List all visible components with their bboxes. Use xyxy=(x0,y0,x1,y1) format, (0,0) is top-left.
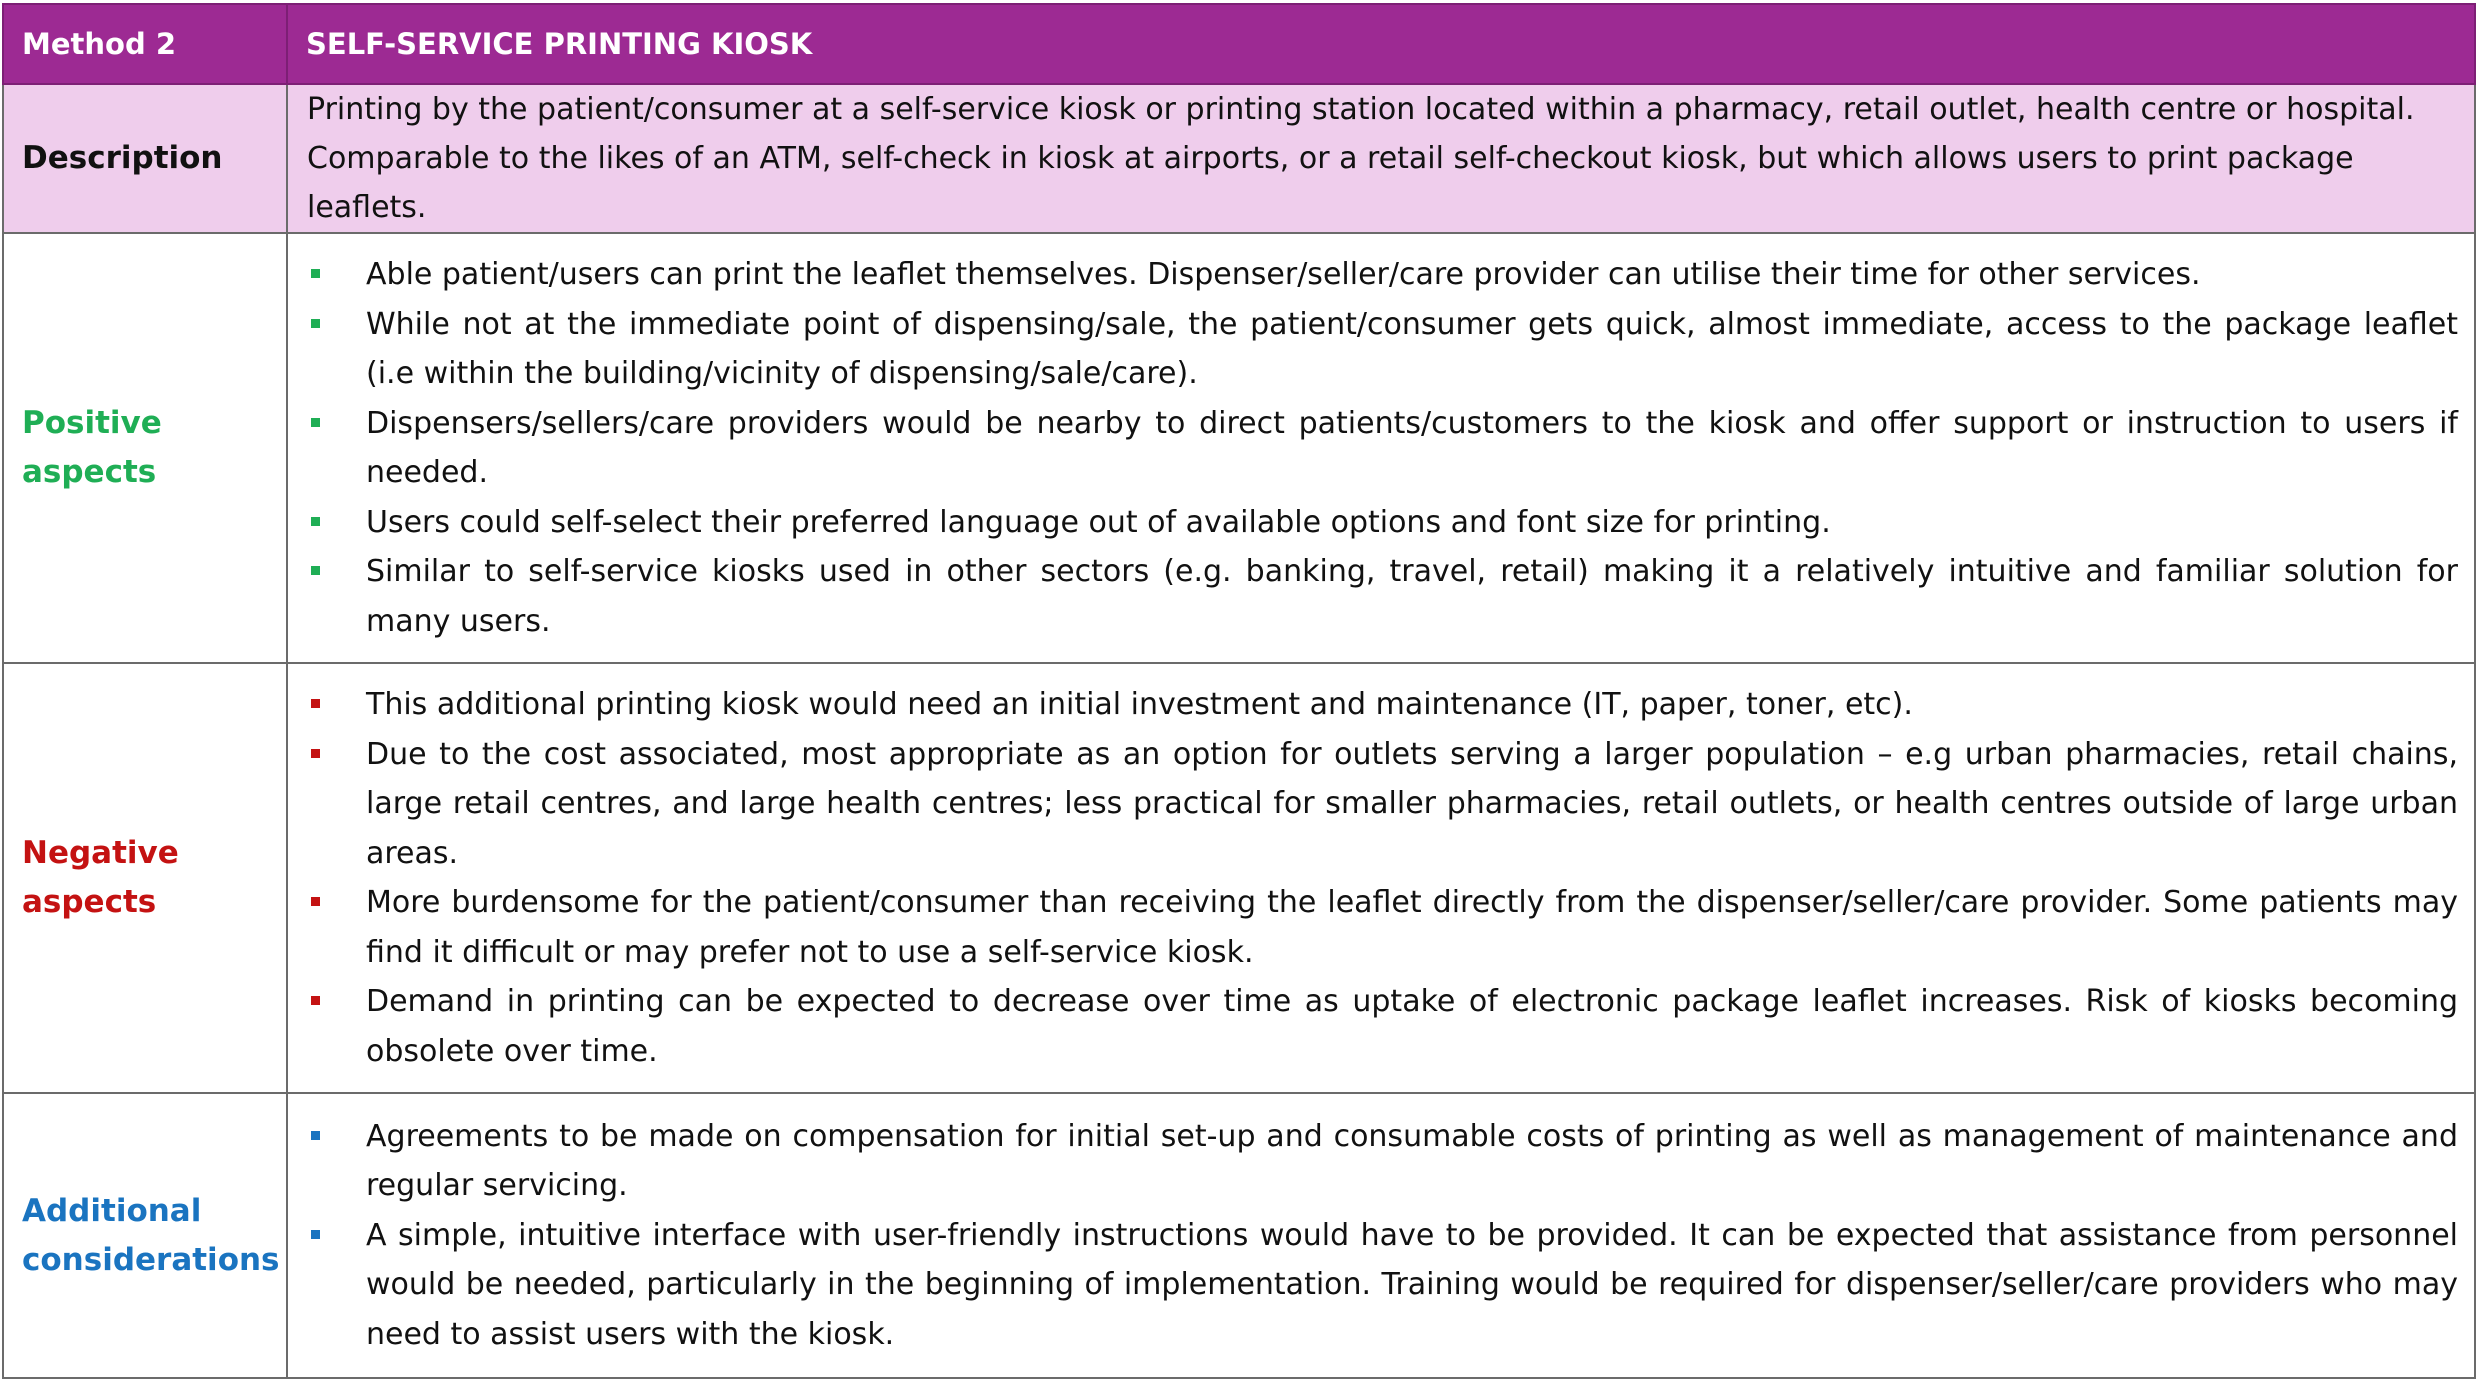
green-square-bullet-icon xyxy=(311,566,320,575)
negative-aspects-label xyxy=(3,663,287,1093)
additional-considerations-content xyxy=(287,1093,2475,1378)
method-table xyxy=(2,3,2476,1379)
list-item-text: Demand in printing can be expected to decrease over time as uptake of electronic package leaflet increases. Risk of kiosks becoming obsolete over time. xyxy=(366,984,2458,1069)
list-item-text: While not at the immediate point of dispensing/sale, the patient/consumer gets quick, almost immediate, access to the package leaflet (i.e within the building/vicinity of dispensing/sale/care). xyxy=(366,306,2458,391)
list-item xyxy=(307,1211,2458,1360)
red-square-bullet-icon xyxy=(311,749,320,758)
additional-label-line: considerations xyxy=(22,1241,280,1278)
green-square-bullet-icon xyxy=(311,418,320,427)
green-square-bullet-icon xyxy=(311,319,320,328)
blue-square-bullet-icon xyxy=(311,1131,320,1140)
blue-square-bullet-icon xyxy=(311,1230,320,1239)
description-line: Comparable to the likes of an ATM, self-check in kiosk at airports, or a retail self-checkout kiosk, but which allows users to print package leaflets. xyxy=(307,141,2354,225)
header-row xyxy=(3,4,2475,84)
additional-considerations-list xyxy=(307,1112,2458,1360)
list-item-text: This additional printing kiosk would need an initial investment and maintenance (IT, paper, toner, etc). xyxy=(366,687,1913,722)
green-square-bullet-icon xyxy=(311,517,320,526)
method-title: SELF-SERVICE PRINTING KIOSK xyxy=(287,4,2475,84)
positive-label-line: Positive xyxy=(22,405,162,441)
negative-aspects-row xyxy=(3,663,2475,1093)
list-item xyxy=(307,730,2458,879)
list-item-text: Dispensers/sellers/care providers would be nearby to direct patients/customers to the kiosk and offer support or instruction to users if needed. xyxy=(366,405,2458,490)
list-item xyxy=(307,300,2458,399)
red-square-bullet-icon xyxy=(311,897,320,906)
list-item xyxy=(307,399,2458,498)
list-item xyxy=(307,878,2458,977)
description-row xyxy=(3,84,2475,233)
list-item-text: Able patient/users can print the leaflet themselves. Dispenser/seller/care provider can utilise their time for other services. xyxy=(366,257,2201,292)
list-item xyxy=(307,498,2458,548)
positive-aspects-list xyxy=(307,250,2458,646)
additional-considerations-label xyxy=(3,1093,287,1378)
negative-label-line: Negative xyxy=(22,835,179,871)
negative-aspects-list xyxy=(307,680,2458,1076)
list-item xyxy=(307,250,2458,300)
description-line: Printing by the patient/consumer at a self-service kiosk or printing station located within a pharmacy, retail outlet, health centre or hospital. xyxy=(307,92,2415,127)
list-item-text: A simple, intuitive interface with user-friendly instructions would have to be provided. It can be expected that assistance from personnel would be needed, particularly in the beginning of implementation. Training would be required for dispenser/seller/care providers who may need to assist users with the kiosk. xyxy=(366,1217,2458,1352)
description-label: Description xyxy=(3,84,287,233)
method-label: Method 2 xyxy=(3,4,287,84)
additional-considerations-row xyxy=(3,1093,2475,1378)
list-item xyxy=(307,1112,2458,1211)
red-square-bullet-icon xyxy=(311,996,320,1005)
list-item xyxy=(307,680,2458,730)
description-content xyxy=(287,84,2475,233)
additional-label-line: Additional xyxy=(22,1192,202,1229)
red-square-bullet-icon xyxy=(311,699,320,708)
list-item-text: More burdensome for the patient/consumer than receiving the leaflet directly from the dispenser/seller/care provider. Some patients may find it difficult or may prefer not to use a self-service kiosk. xyxy=(366,885,2458,970)
list-item-text: Users could self-select their preferred language out of available options and font size for printing. xyxy=(366,504,1831,540)
list-item xyxy=(307,977,2458,1076)
negative-label-line: aspects xyxy=(22,884,157,920)
list-item xyxy=(307,547,2458,646)
list-item-text: Similar to self-service kiosks used in other sectors (e.g. banking, travel, retail) making it a relatively intuitive and familiar solution for many users. xyxy=(366,554,2458,639)
list-item-text: Due to the cost associated, most appropriate as an option for outlets serving a larger population – e.g urban pharmacies, retail chains, large retail centres, and large health centres; less practical for smaller pharmacies, retail outlets, or health centres outside of large urban areas. xyxy=(366,736,2458,871)
positive-aspects-content xyxy=(287,233,2475,663)
negative-aspects-content xyxy=(287,663,2475,1093)
positive-aspects-label xyxy=(3,233,287,663)
green-square-bullet-icon xyxy=(311,269,320,278)
list-item-text: Agreements to be made on compensation for initial set-up and consumable costs of printing as well as management of maintenance and regular servicing. xyxy=(366,1118,2458,1204)
positive-aspects-row xyxy=(3,233,2475,663)
positive-label-line: aspects xyxy=(22,454,157,490)
